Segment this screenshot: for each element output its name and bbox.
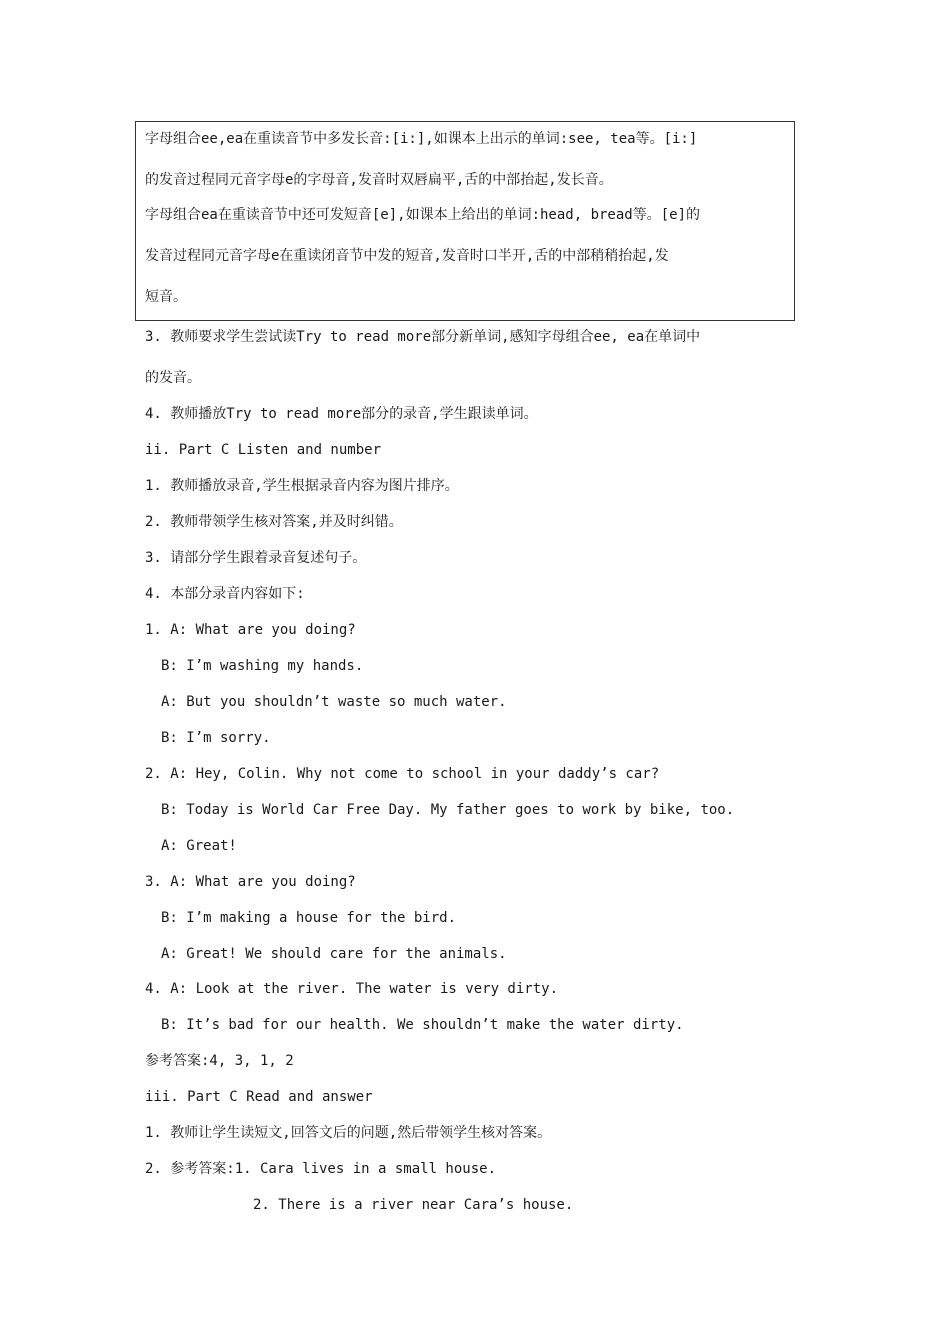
body-line: 3. 教师要求学生尝试读Try to read more部分新单词,感知字母组合ee, ea在单词中 [145, 329, 701, 345]
body-line: 1. 教师让学生读短文,回答文后的问题,然后带领学生核对答案。 [145, 1125, 552, 1141]
dialogue-line: B: I’m making a house for the bird. [161, 910, 457, 926]
box-line: 字母组合ea在重读音节中还可发短音[e],如课本上给出的单词:head, bread等。[e]的 [145, 207, 701, 223]
dialogue-line: A: Great! [161, 838, 237, 854]
answer-line: 2. There is a river near Cara’s house. [253, 1197, 574, 1213]
box-line: 的发音过程同元音字母e的字母音,发音时双唇扁平,舌的中部抬起,发长音。 [145, 172, 613, 188]
answer-line: 2. 参考答案:1. Cara lives in a small house. [145, 1161, 497, 1177]
dialogue-line: A: But you shouldn’t waste so much water. [161, 694, 507, 710]
body-line: 的发音。 [145, 370, 201, 386]
dialogue-line: A: Great! We should care for the animals. [161, 946, 507, 962]
dialogue-line: B: It’s bad for our health. We shouldn’t make the water dirty. [161, 1017, 684, 1033]
section-heading: iii. Part C Read and answer [145, 1089, 373, 1105]
body-line: 1. 教师播放录音,学生根据录音内容为图片排序。 [145, 478, 459, 494]
box-line: 发音过程同元音字母e在重读闭音节中发的短音,发音时口半开,舌的中部稍稍抬起,发 [145, 248, 669, 264]
dialogue-line: B: I’m sorry. [161, 730, 271, 746]
dialogue-line: 4. A: Look at the river. The water is very dirty. [145, 981, 559, 997]
dialogue-line: 2. A: Hey, Colin. Why not come to school in your daddy’s car? [145, 766, 660, 782]
box-line: 字母组合ee,ea在重读音节中多发长音:[i:],如课本上出示的单词:see, tea等。[i:] [145, 131, 698, 147]
section-heading: ii. Part C Listen and number [145, 442, 382, 458]
body-line: 4. 教师播放Try to read more部分的录音,学生跟读单词。 [145, 406, 538, 422]
dialogue-line: B: Today is World Car Free Day. My father goes to work by bike, too. [161, 802, 735, 818]
dialogue-line: B: I’m washing my hands. [161, 658, 364, 674]
body-line: 4. 本部分录音内容如下: [145, 586, 305, 602]
dialogue-line: 1. A: What are you doing? [145, 622, 356, 638]
answer-key: 参考答案:4, 3, 1, 2 [145, 1053, 294, 1069]
body-line: 2. 教师带领学生核对答案,并及时纠错。 [145, 514, 403, 530]
box-line: 短音。 [145, 289, 187, 305]
body-line: 3. 请部分学生跟着录音复述句子。 [145, 550, 367, 566]
dialogue-line: 3. A: What are you doing? [145, 874, 356, 890]
